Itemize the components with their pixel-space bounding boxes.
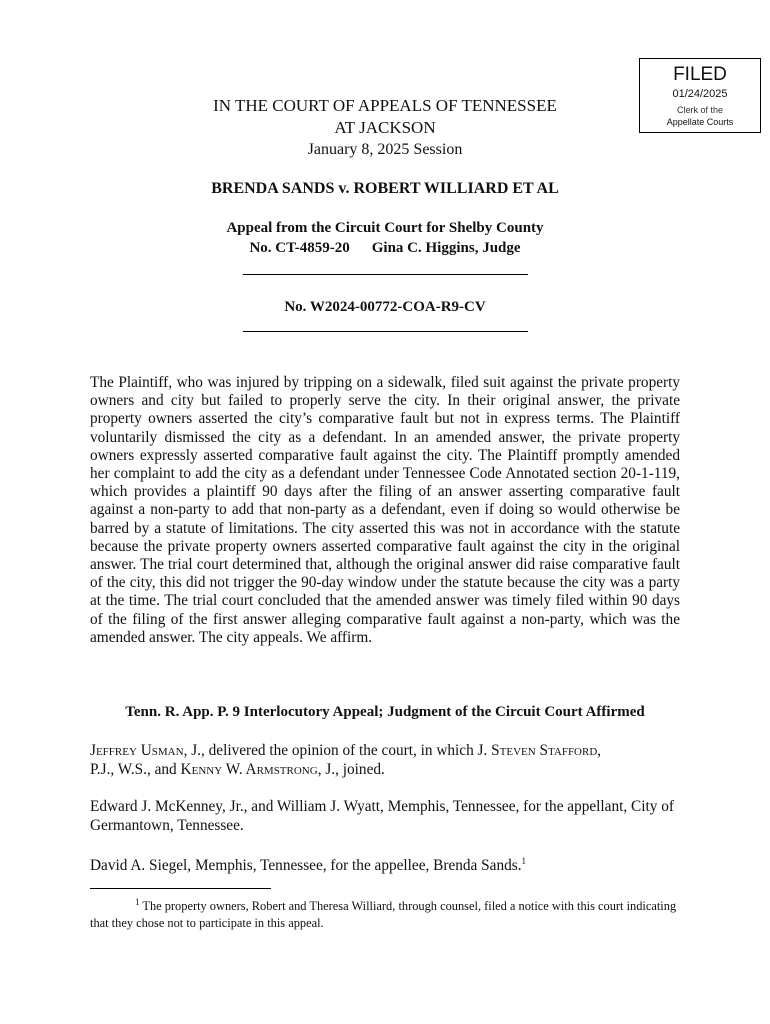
- appellant-counsel: Edward J. McKenney, Jr., and William J. Wyatt, Memphis, Tennessee, for the appellant, City of Germantown, Tennessee.: [90, 798, 674, 834]
- divider-rule: [243, 331, 528, 332]
- stamp-clerk-line1: Clerk of the: [676, 105, 724, 115]
- authoring-judges: [90, 741, 690, 779]
- holding-line: Tenn. R. App. P. 9 Interlocutory Appeal; Judgment of the Circuit Court Affirmed: [125, 704, 645, 720]
- session-date: January 8, 2025 Session: [307, 141, 463, 158]
- trial-case-number: No. CT-4859-20: [249, 240, 350, 256]
- author-judge-name: Jeffrey Usman: [90, 742, 184, 759]
- stamp-filed-label: FILED: [673, 64, 727, 85]
- stamp-date: 01/24/2025: [672, 88, 728, 100]
- footnote-reference[interactable]: 1: [521, 855, 527, 866]
- trial-judge: Gina C. Higgins, Judge: [371, 240, 521, 256]
- stamp-clerk-line2: Appellate Courts: [666, 117, 734, 127]
- author-text: P.J., W.S., and: [90, 761, 181, 778]
- appellee-counsel-text: David A. Siegel, Memphis, Tennessee, for the appellee, Brenda Sands.: [90, 857, 522, 874]
- divider-rule: [243, 274, 528, 275]
- case-summary: The Plaintiff, who was injured by tripping on a sidewalk, filed suit against the private property owners and city but failed to properly serve the city. In their original answer, the private property owners asserted the city’s comparative fault but not in express terms. The Plaintiff voluntarily dismissed the city as a defendant. In an amended answer, the private property owners expressly asserted comparative fault against the city. The Plaintiff promptly amended her complaint to add the city as a defendant under Tennessee Code Annotated section 20-1-119, which provides a plaintiff 90 days after the filing of an answer asserting comparative fault against a non-party to add that non-party as a defendant, even if doing so would otherwise be barred by a statute of limitations. The city asserted this was not in accordance with the statute because the private property owners asserted comparative fault against the city in the original answer. The trial court determined that, although the original answer did raise comparative fault of the city, this did not trigger the 90-day window under the statute because the city was a party at the time. The trial court concluded that the amended answer was timely filed within 90 days of the filing of the first answer alleging comparative fault against a non-party, which was the amended answer. The city appeals. We affirm.: [90, 374, 680, 646]
- case-caption: BRENDA SANDS v. ROBERT WILLIARD ET AL: [211, 180, 559, 197]
- author-text: ,: [597, 742, 602, 759]
- trial-court-line: [90, 238, 680, 258]
- judge-name: Kenny W. Armstrong: [180, 761, 318, 778]
- appellee-counsel: [90, 856, 690, 875]
- author-text: , J., delivered the opinion of the court, in which J.: [183, 742, 492, 759]
- footnote: [90, 898, 682, 932]
- footnote-number: 1: [135, 896, 140, 907]
- appeal-from: Appeal from the Circuit Court for Shelby County: [226, 220, 544, 236]
- author-text: , J., joined.: [317, 761, 385, 778]
- court-name: IN THE COURT OF APPEALS OF TENNESSEE: [213, 96, 557, 115]
- docket-number: No. W2024-00772-COA-R9-CV: [284, 299, 486, 315]
- footnote-divider: [90, 888, 271, 889]
- judge-name: Steven Stafford: [491, 742, 598, 759]
- court-location: AT JACKSON: [334, 118, 436, 137]
- footnote-text: The property owners, Robert and Theresa Williard, through counsel, filed a notice with this court indicating that they chose not to participate in this appeal.: [90, 899, 677, 930]
